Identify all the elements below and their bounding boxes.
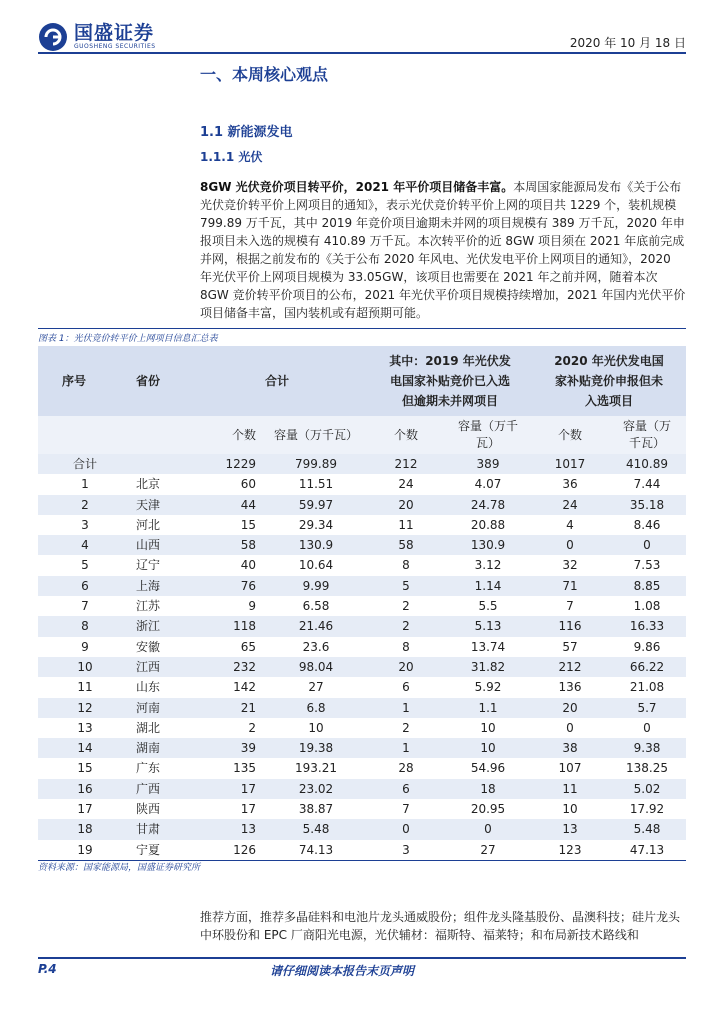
- header-province: 省份: [110, 346, 186, 416]
- cell-province: 河北: [135, 517, 160, 532]
- cell-province: 浙江: [110, 616, 186, 636]
- subheader-count: 个数: [186, 416, 264, 454]
- cell-province: 辽宁: [135, 558, 160, 573]
- cell-total-capacity: 10.64: [298, 558, 334, 573]
- footer-divider: [38, 957, 686, 959]
- cell-2020-capacity: 35.18: [608, 495, 686, 515]
- cell-2020-count: 7: [566, 599, 574, 614]
- cell-2020-count: 212: [532, 657, 608, 677]
- cell-2019-count: 212: [368, 454, 444, 474]
- cell-2019-count: 5: [368, 576, 444, 596]
- subsubsection-heading: 1.1.1 光伏: [200, 150, 263, 164]
- cell-seq: 12: [38, 698, 110, 718]
- cell-total-capacity: 193.21: [295, 761, 337, 776]
- cell-2019-capacity: 20.95: [470, 802, 506, 817]
- cell-seq: 13: [77, 720, 93, 735]
- cell-province: 山东: [135, 680, 160, 695]
- header-seq: 序号: [38, 346, 110, 416]
- cell-2019-capacity: 18: [444, 779, 532, 799]
- cell-total-count: 135: [233, 761, 256, 776]
- page-number: P.4: [38, 962, 57, 976]
- subheader-capacity: 容量（万千瓦）: [264, 416, 368, 454]
- cell-province: 陕西: [135, 802, 160, 817]
- cell-2019-count: 2: [368, 616, 444, 636]
- cell-seq: 6: [38, 576, 110, 596]
- subheader-count: 个数: [368, 416, 444, 454]
- cell-total-capacity: 23.02: [264, 779, 368, 799]
- cell-total-capacity: 19.38: [264, 738, 368, 758]
- cell-total-count: 60: [240, 477, 256, 492]
- cell-province: 江苏: [135, 599, 160, 614]
- cell-2020-count: 136: [558, 680, 582, 695]
- logo-emblem-icon: [38, 22, 68, 52]
- cell-2019-capacity: 389: [444, 454, 532, 474]
- cell-2020-count: 71: [532, 576, 608, 596]
- logo-english-name: GUOSHENG SECURITIES: [74, 43, 156, 50]
- cell-2020-count: 107: [558, 761, 582, 776]
- subheader-blank: [38, 416, 110, 454]
- cell-2019-capacity: 10: [480, 720, 496, 735]
- cell-province: 广西: [110, 779, 186, 799]
- cell-total-count: 15: [240, 517, 256, 532]
- cell-2019-count: 24: [398, 477, 414, 492]
- cell-total-count: 65: [240, 639, 256, 654]
- figure-title: 图表 1：光伏竞价转平价上网项目信息汇总表: [38, 334, 218, 344]
- cell-2019-count: 28: [398, 761, 414, 776]
- cell-2020-count: 1017: [532, 454, 608, 474]
- company-logo: [38, 22, 156, 52]
- cell-2020-count: 57: [562, 639, 578, 654]
- cell-total-capacity: 9.99: [264, 576, 368, 596]
- cell-province: 河南: [110, 698, 186, 718]
- cell-seq: 5: [81, 558, 89, 573]
- table-row: [38, 474, 686, 494]
- cell-seq: 11: [77, 680, 93, 695]
- cell-seq: 16: [38, 779, 110, 799]
- cell-2019-capacity: 27: [444, 840, 532, 861]
- report-date: 2020 年 10 月 18 日: [569, 36, 686, 50]
- cell-2020-capacity: 9.86: [633, 639, 661, 654]
- table-row: [38, 454, 686, 474]
- cell-2020-capacity: 16.33: [608, 616, 686, 636]
- cell-2020-capacity: 138.25: [626, 761, 668, 776]
- cell-province: 广东: [135, 761, 160, 776]
- cell-province: 江西: [110, 657, 186, 677]
- figure-divider: [38, 328, 686, 329]
- cell-total-capacity: 10: [308, 720, 324, 735]
- cell-2020-count: 32: [562, 558, 578, 573]
- cell-total-capacity: 11.51: [298, 477, 334, 492]
- cell-2019-capacity: 1.1: [444, 698, 532, 718]
- logo-chinese-name: 国盛证券: [74, 22, 155, 44]
- cell-total-count: 126: [186, 840, 264, 861]
- cell-2019-capacity: 31.82: [444, 657, 532, 677]
- cell-2020-capacity: 9.38: [608, 738, 686, 758]
- cell-total-count: 17: [240, 802, 256, 817]
- cell-2019-count: 7: [402, 802, 410, 817]
- cell-province: 山西: [110, 535, 186, 555]
- table-row: [38, 596, 686, 616]
- table-row: [38, 515, 686, 535]
- table-row: [38, 718, 686, 738]
- cell-total-capacity: 59.97: [264, 495, 368, 515]
- cell-total-capacity: 98.04: [264, 657, 368, 677]
- cell-2020-capacity: 0: [643, 720, 651, 735]
- body-paragraph: [200, 178, 686, 322]
- cell-province: 上海: [110, 576, 186, 596]
- figure-source: 资料来源：国家能源局，国盛证券研究所: [38, 863, 201, 873]
- table-row: [38, 555, 686, 575]
- cell-total-count: 142: [233, 680, 256, 695]
- table-row: [38, 677, 686, 697]
- cell-total-capacity: 21.46: [264, 616, 368, 636]
- table-row: [38, 576, 686, 596]
- cell-total-capacity: 130.9: [264, 535, 368, 555]
- footer-disclaimer: 请仔细阅读本报告末页声明: [270, 964, 415, 978]
- table-row: [38, 738, 686, 758]
- cell-2020-count: 123: [532, 840, 608, 861]
- cell-2019-count: 20: [368, 495, 444, 515]
- cell-seq: 9: [81, 639, 89, 654]
- cell-2020-capacity: 410.89: [608, 454, 686, 474]
- cell-2020-count: 116: [532, 616, 608, 636]
- table-row: [38, 535, 686, 555]
- cell-total-capacity: 74.13: [264, 840, 368, 861]
- cell-2019-capacity: 1.14: [444, 576, 532, 596]
- cell-2020-capacity: 5.48: [608, 819, 686, 839]
- cell-total-count: 21: [186, 698, 264, 718]
- cell-total-capacity: 5.48: [264, 819, 368, 839]
- header-2020-group: 2020 年光伏发电国家补贴竞价申报但未入选项目: [532, 346, 686, 416]
- cell-total-capacity: 23.6: [302, 639, 330, 654]
- cell-2020-capacity: 0: [608, 535, 686, 555]
- cell-seq: 8: [38, 616, 110, 636]
- cell-2020-count: 11: [532, 779, 608, 799]
- cell-total-count: 76: [186, 576, 264, 596]
- cell-2019-capacity: 24.78: [444, 495, 532, 515]
- table-row: [38, 637, 686, 657]
- cell-2020-capacity: 5.7: [608, 698, 686, 718]
- cell-2020-count: 13: [532, 819, 608, 839]
- cell-2020-capacity: 7.44: [633, 477, 661, 492]
- cell-province: 天津: [110, 495, 186, 515]
- table-row: [38, 657, 686, 677]
- cell-total-count: 44: [186, 495, 264, 515]
- cell-seq: 4: [38, 535, 110, 555]
- subheader-count: 个数: [532, 416, 608, 454]
- cell-province: 湖南: [110, 738, 186, 758]
- cell-2020-count: 36: [562, 477, 578, 492]
- header-total: 合计: [186, 346, 368, 416]
- cell-2020-count: 0: [532, 535, 608, 555]
- section-heading: 一、本周核心观点: [200, 65, 329, 84]
- cell-2019-count: 6: [402, 680, 410, 695]
- cell-seq: 合计: [38, 454, 110, 474]
- cell-province: 甘肃: [110, 819, 186, 839]
- table-row: [38, 758, 686, 778]
- table-row: [38, 495, 686, 515]
- cell-2019-count: 20: [368, 657, 444, 677]
- cell-total-count: 40: [240, 558, 256, 573]
- cell-total-capacity: 27: [308, 680, 324, 695]
- cell-total-capacity: 799.89: [264, 454, 368, 474]
- cell-total-count: 58: [186, 535, 264, 555]
- paragraph-lead: 8GW 光伏竞价项目转平价，2021 年平价项目储备丰富。: [200, 180, 514, 194]
- cell-total-count: 2: [248, 720, 256, 735]
- cell-2020-capacity: 1.08: [633, 599, 661, 614]
- cell-total-count: 1229: [186, 454, 264, 474]
- cell-2019-count: 58: [368, 535, 444, 555]
- cell-2020-capacity: 66.22: [608, 657, 686, 677]
- cell-2019-capacity: 0: [444, 819, 532, 839]
- subheader-capacity: 容量（万千瓦）: [608, 416, 686, 454]
- cell-province: 北京: [135, 477, 160, 492]
- cell-total-capacity: 38.87: [298, 802, 334, 817]
- cell-2020-capacity: 5.02: [608, 779, 686, 799]
- header-divider: [38, 52, 686, 54]
- paragraph-text: 本周国家能源局发布《关于公布光伏竞价转平价上网项目的通知》，表示光伏竞价转平价上网的项目共 1229 个，装机规模 799.89 万千瓦，其中 2019 年竞价项目逾期未并网的项目规模有 389 万千瓦，2020 年申报项目未入选的规模有 410.89 万千瓦。本次转平价的近 8GW 项目须在 2021 年底前完成并网，根据之前发布的《关于公布 2020 年风电、光伏发电平价上网项目的通知》，2020 年光伏平价上网项目规模为 33.05GW，该项目也需要在 2021 年之前并网，随着本次 8GW 竞价转平价项目的公布，2021 年光伏平价项目规模持续增加，2021 年国内光伏平价项目储备丰富，国内装机或有超预期可能。: [200, 180, 686, 320]
- cell-2019-capacity: 10: [444, 738, 532, 758]
- cell-total-count: 39: [186, 738, 264, 758]
- cell-2020-capacity: 21.08: [629, 680, 665, 695]
- cell-2020-count: 24: [532, 495, 608, 515]
- cell-total-capacity: 29.34: [298, 517, 334, 532]
- cell-2020-capacity: 17.92: [629, 802, 665, 817]
- cell-province: 湖北: [135, 720, 160, 735]
- cell-total-count: 118: [186, 616, 264, 636]
- cell-2019-count: 11: [398, 517, 414, 532]
- cell-2019-count: 2: [402, 599, 410, 614]
- cell-2019-count: 3: [368, 840, 444, 861]
- cell-2019-capacity: 5.92: [474, 680, 502, 695]
- table-row: [38, 840, 686, 861]
- table-row: [38, 616, 686, 636]
- cell-2020-count: 0: [566, 720, 574, 735]
- cell-2019-capacity: 20.88: [470, 517, 506, 532]
- cell-2019-count: 8: [402, 639, 410, 654]
- cell-2020-capacity: 47.13: [608, 840, 686, 861]
- cell-seq: 14: [38, 738, 110, 758]
- cell-seq: 19: [38, 840, 110, 861]
- cell-2019-capacity: 5.5: [478, 599, 498, 614]
- cell-2019-capacity: 13.74: [470, 639, 506, 654]
- cell-2019-capacity: 130.9: [444, 535, 532, 555]
- cell-2020-capacity: 8.85: [608, 576, 686, 596]
- cell-2019-count: 0: [368, 819, 444, 839]
- cell-2019-count: 2: [402, 720, 410, 735]
- cell-province: 安徽: [135, 639, 160, 654]
- header-2019-group: 其中：2019 年光伏发电国家补贴竞价已入选但逾期未并网项目: [368, 346, 532, 416]
- cell-2020-count: 20: [532, 698, 608, 718]
- cell-2019-capacity: 4.07: [474, 477, 502, 492]
- cell-2019-count: 1: [368, 698, 444, 718]
- cell-total-count: 9: [248, 599, 256, 614]
- recommendation-paragraph: 推荐方面，推荐多晶硅料和电池片龙头通威股份；组件龙头隆基股份、晶澳科技；硅片龙头中环股份和 EPC 厂商阳光电源，光伏辅材：福斯特、福莱特；和布局新技术路线和: [200, 910, 681, 942]
- cell-province: [110, 454, 186, 474]
- table-row: [38, 698, 686, 718]
- subheader-capacity: 容量（万千瓦）: [444, 416, 532, 454]
- data-table: [38, 346, 686, 861]
- cell-total-count: 232: [186, 657, 264, 677]
- cell-2019-count: 6: [368, 779, 444, 799]
- cell-2020-count: 10: [562, 802, 578, 817]
- table-row: [38, 799, 686, 819]
- cell-total-count: 13: [186, 819, 264, 839]
- cell-seq: 15: [77, 761, 93, 776]
- cell-2019-count: 8: [402, 558, 410, 573]
- cell-seq: 18: [38, 819, 110, 839]
- subsection-heading: 1.1 新能源发电: [200, 125, 293, 140]
- cell-total-capacity: 6.58: [302, 599, 330, 614]
- cell-total-count: 17: [186, 779, 264, 799]
- cell-seq: 1: [81, 477, 89, 492]
- cell-seq: 7: [81, 599, 89, 614]
- cell-seq: 17: [77, 802, 93, 817]
- cell-2019-capacity: 5.13: [444, 616, 532, 636]
- cell-2020-capacity: 8.46: [633, 517, 661, 532]
- subheader-blank: [110, 416, 186, 454]
- cell-seq: 10: [38, 657, 110, 677]
- cell-seq: 2: [38, 495, 110, 515]
- cell-2020-count: 4: [566, 517, 574, 532]
- cell-2019-capacity: 54.96: [470, 761, 506, 776]
- cell-province: 宁夏: [110, 840, 186, 861]
- cell-2020-capacity: 7.53: [633, 558, 661, 573]
- cell-2019-capacity: 3.12: [474, 558, 502, 573]
- cell-2020-count: 38: [532, 738, 608, 758]
- cell-total-capacity: 6.8: [264, 698, 368, 718]
- table-row: [38, 819, 686, 839]
- cell-seq: 3: [81, 517, 89, 532]
- table-row: [38, 779, 686, 799]
- cell-2019-count: 1: [368, 738, 444, 758]
